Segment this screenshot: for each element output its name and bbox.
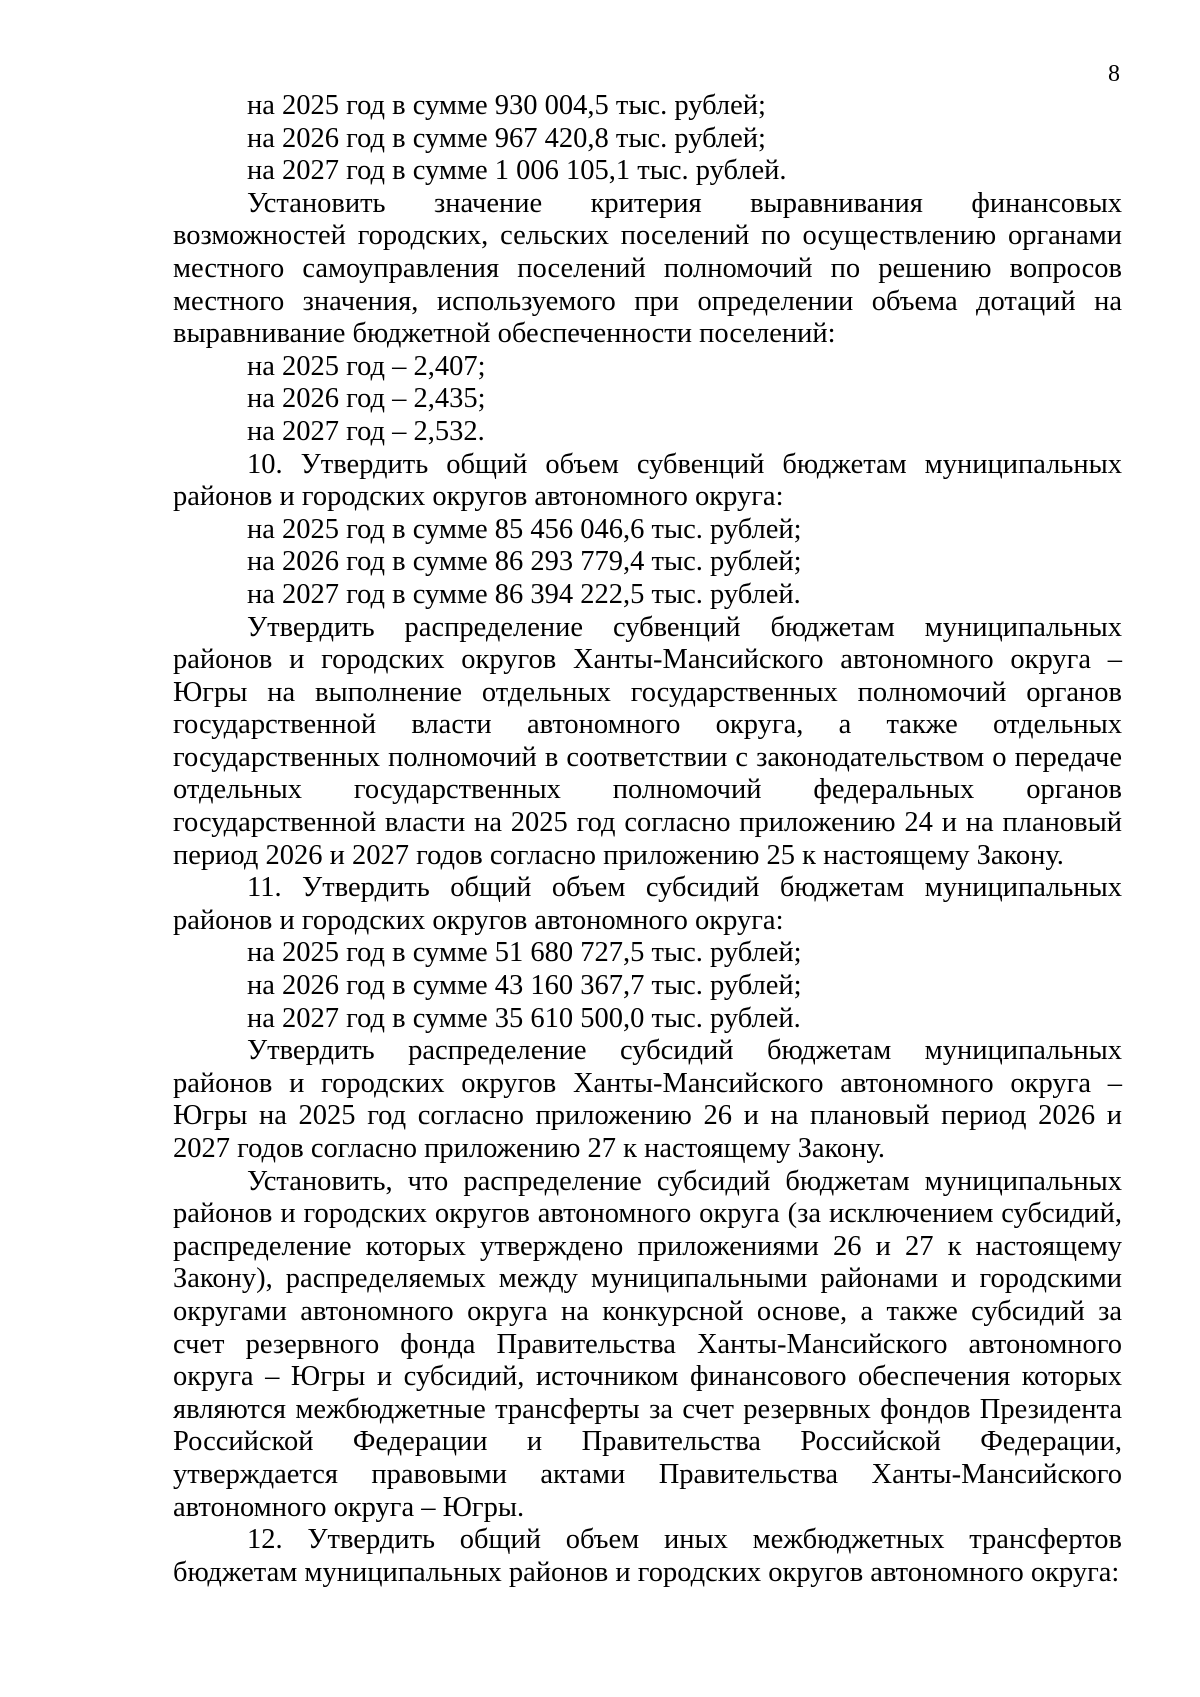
subventions-2026: на 2026 год в сумме 86 293 779,4 тыс. рублей; <box>247 546 802 578</box>
paragraph-12-other-transfers: 12. Утвердить общий объем иных межбюджетных трансфертов бюджетам муниципальных районов и городских округов автономного округа: <box>173 1524 1122 1588</box>
paragraph-subventions-distribution: Утвердить распределение субвенций бюджетам муниципальных районов и городских округов Ханты-Мансийского автономного округа – Югры на выполнение отдельных государственных полномочий органов государственной власти автономного округа, а также отдельных государственных полномочий в соответствии с законодательством о передаче отдельных государственных полномочий федеральных органов государственной власти на 2025 год согласно приложению 24 и на плановый период 2026 и 2027 годов согласно приложению 25 к настоящему Закону. <box>173 611 1122 871</box>
criterion-2027: на 2027 год – 2,532. <box>247 415 485 447</box>
criterion-2025: на 2025 год – 2,407; <box>247 350 486 382</box>
subsidies-2026: на 2026 год в сумме 43 160 367,7 тыс. рублей; <box>247 970 802 1002</box>
document-body <box>173 90 1122 1589</box>
paragraph-10-subventions: 10. Утвердить общий объем субвенций бюджетам муниципальных районов и городских округов автономного округа: <box>173 448 1122 513</box>
amount-2027-equalization: на 2027 год в сумме 1 006 105,1 тыс. рублей. <box>247 155 787 187</box>
amount-2026-equalization: на 2026 год в сумме 967 420,8 тыс. рублей; <box>247 122 766 154</box>
subventions-2027: на 2027 год в сумме 86 394 222,5 тыс. рублей. <box>247 578 801 610</box>
paragraph-equalization-criterion: Установить значение критерия выравнивания финансовых возможностей городских, сельских поселений по осуществлению органами местного самоуправления поселений полномочий по решению вопросов местного значения, используемого при определении объема дотаций на выравнивание бюджетной обеспеченности поселений: <box>173 187 1122 350</box>
page-number: 8 <box>1108 61 1120 87</box>
paragraph-11-subsidies: 11. Утвердить общий объем субсидий бюджетам муниципальных районов и городских округов автономного округа: <box>173 872 1122 936</box>
paragraph-subsidies-competitive: Установить, что распределение субсидий бюджетам муниципальных районов и городских округов автономного округа (за исключением субсидий, распределение которых утверждено приложениями 26 и 27 к настоящему Закону), распределяемых между муниципальными районами и городскими округами автономного округа на конкурсной основе, а также субсидий за счет резервного фонда Правительства Ханты-Мансийского автономного округа – Югры и субсидий, источником финансового обеспечения которых являются межбюджетные трансферты за счет резервных фондов Президента Российской Федерации и Правительства Российской Федерации, утверждается правовыми актами Правительства Ханты-Мансийского автономного округа – Югры. <box>173 1165 1122 1523</box>
subsidies-2025: на 2025 год в сумме 51 680 727,5 тыс. рублей; <box>247 937 802 969</box>
criterion-2026: на 2026 год – 2,435; <box>247 383 486 415</box>
subventions-2025: на 2025 год в сумме 85 456 046,6 тыс. рублей; <box>247 513 802 545</box>
paragraph-subsidies-distribution: Утвердить распределение субсидий бюджетам муниципальных районов и городских округов Ханты-Мансийского автономного округа – Югры на 2025 год согласно приложению 26 и на плановый период 2026 и 2027 годов согласно приложению 27 к настоящему Закону. <box>173 1035 1122 1164</box>
amount-2025-equalization: на 2025 год в сумме 930 004,5 тыс. рублей; <box>247 90 766 121</box>
subsidies-2027: на 2027 год в сумме 35 610 500,0 тыс. рублей. <box>247 1002 801 1034</box>
